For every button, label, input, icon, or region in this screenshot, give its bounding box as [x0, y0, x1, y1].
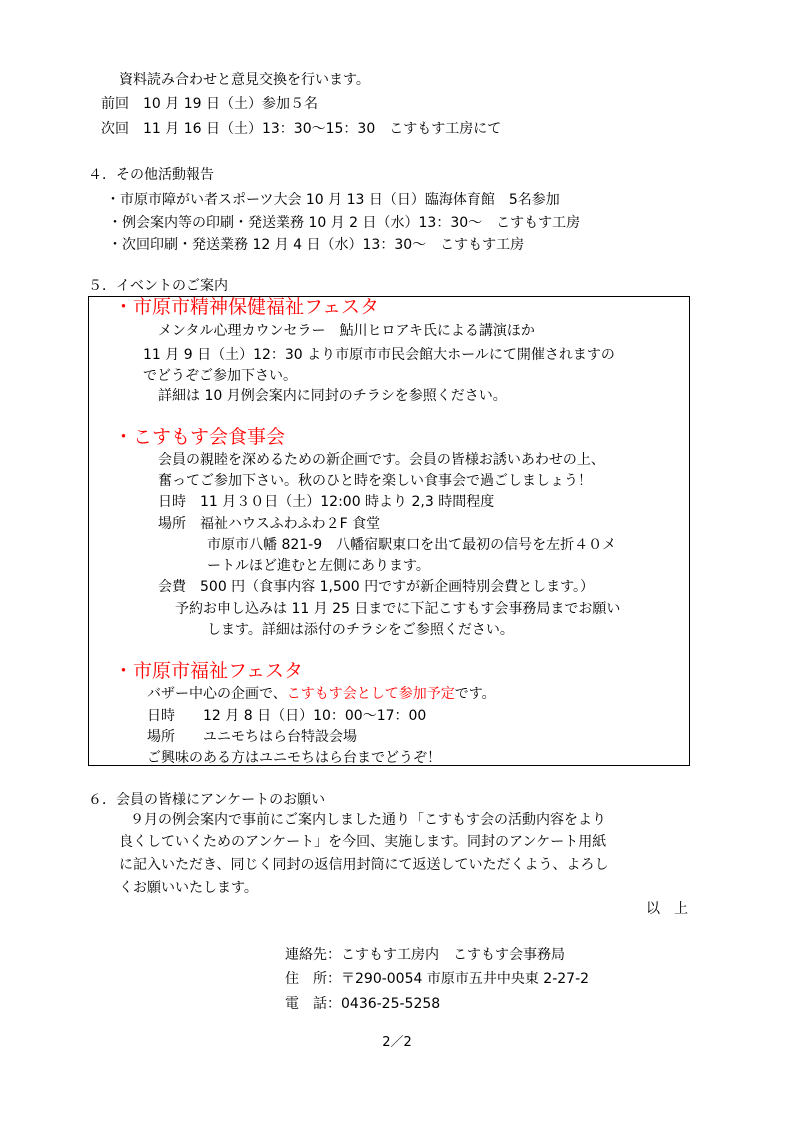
event1-title: ・市原市精神保健福祉フェスタ — [114, 296, 380, 318]
section4-title: ４．その他活動報告 — [88, 167, 214, 183]
event3-line: 場所 ユニモちはら台特設会場 — [147, 729, 357, 745]
event2-line: ートルほど進むと左側にあります。 — [207, 558, 430, 574]
event1-line: 11 月 9 日（土）12：30 より市原市市民会館大ホールにて開催されますの — [143, 347, 615, 363]
event3-line-suffix: です。 — [454, 686, 496, 702]
event3-line: 日時 12 月 8 日（日）10：00〜17：00 — [147, 708, 427, 724]
list-item: ・例会案内等の印刷・発送業務 10 月 2 日（水）13：30〜 こすもす工房 — [108, 215, 581, 231]
section6-line: に記入いただき、同じく同封の返信用封筒にて返送していただくよう、よろし — [119, 857, 609, 873]
list-item: ・市原市障がい者スポーツ大会 10 月 13 日（日）臨海体育館 5名参加 — [106, 192, 560, 208]
page-number: 2／2 — [382, 1035, 412, 1050]
event1-line: メンタル心理カウンセラー 鮎川ヒロアキ氏による講演ほか — [158, 323, 535, 339]
event3-line-prefix: バザー中心の企画で、 — [147, 686, 287, 702]
section6-line: 良くしていくためのアンケート」を今回、実施します。同封のアンケート用紙 — [119, 834, 607, 850]
event2-line: 場所 福祉ハウスふわふわ２F 食堂 — [158, 516, 381, 532]
event1-line: 詳細は 10 月例会案内に同封のチラシを参照ください。 — [158, 388, 507, 404]
list-item: ・次回印刷・発送業務 12 月 4 日（水）13：30〜 こすもす工房 — [108, 237, 525, 253]
previous-meeting: 前回 10 月 19 日（土）参加５名 — [101, 96, 318, 112]
event3-title: ・市原市福祉フェスタ — [114, 660, 304, 682]
event2-line: 奮ってご参加下さい。秋のひと時を楽しい食事会で過ごしましょう！ — [158, 473, 592, 489]
contact-address: 住 所：〒290-0054 市原市五井中央東 2-27-2 — [285, 971, 590, 987]
section6-line: くお願いいたします。 — [119, 880, 258, 896]
event2-line: 会員の親睦を深めるための新企画です。会員の皆様お誘いあわせの上、 — [158, 452, 605, 468]
contact-phone: 電 話：0436-25-5258 — [285, 996, 441, 1012]
participation-highlight: こすもす会として参加予定 — [286, 686, 455, 702]
section6-line: ９月の例会案内で事前にご案内しました通り「こすもす会の活動内容をより — [130, 812, 606, 828]
event2-line: します。詳細は添付のチラシをご参照ください。 — [207, 622, 514, 638]
event2-line: 市原市八幡 821-9 八幡宿駅東口を出て最初の信号を左折４０メ — [207, 537, 617, 553]
event3-line: ご興味のある方はユニモちはら台までどうぞ！ — [147, 750, 441, 766]
next-meeting: 次回 11 月 16 日（土）13：30〜15：30 こすもす工房にて — [101, 121, 502, 137]
event2-title: ・こすもす会食事会 — [114, 426, 286, 448]
contact-line: 連絡先：こすもす工房内 こすもす会事務局 — [285, 947, 565, 963]
event1-line: でどうぞご参加下さい。 — [143, 368, 297, 384]
intro-text: 資料読み合わせと意見交換を行います。 — [119, 72, 370, 88]
section6-title: ６．会員の皆様にアンケートのお願い — [88, 792, 326, 808]
closing-mark: 以 上 — [646, 901, 688, 917]
event2-line: 会費 500 円（食事内容 1,500 円ですが新企画特別会費とします。） — [158, 579, 595, 595]
event2-line: 日時 11 月３０日（土）12:00 時より 2,3 時間程度 — [158, 494, 495, 510]
section5-title: ５．イベントのご案内 — [88, 278, 228, 294]
event3-line — [147, 685, 496, 703]
event2-line: 予約お申し込みは 11 月 25 日までに下記こすもす会事務局までお願い — [175, 601, 621, 617]
